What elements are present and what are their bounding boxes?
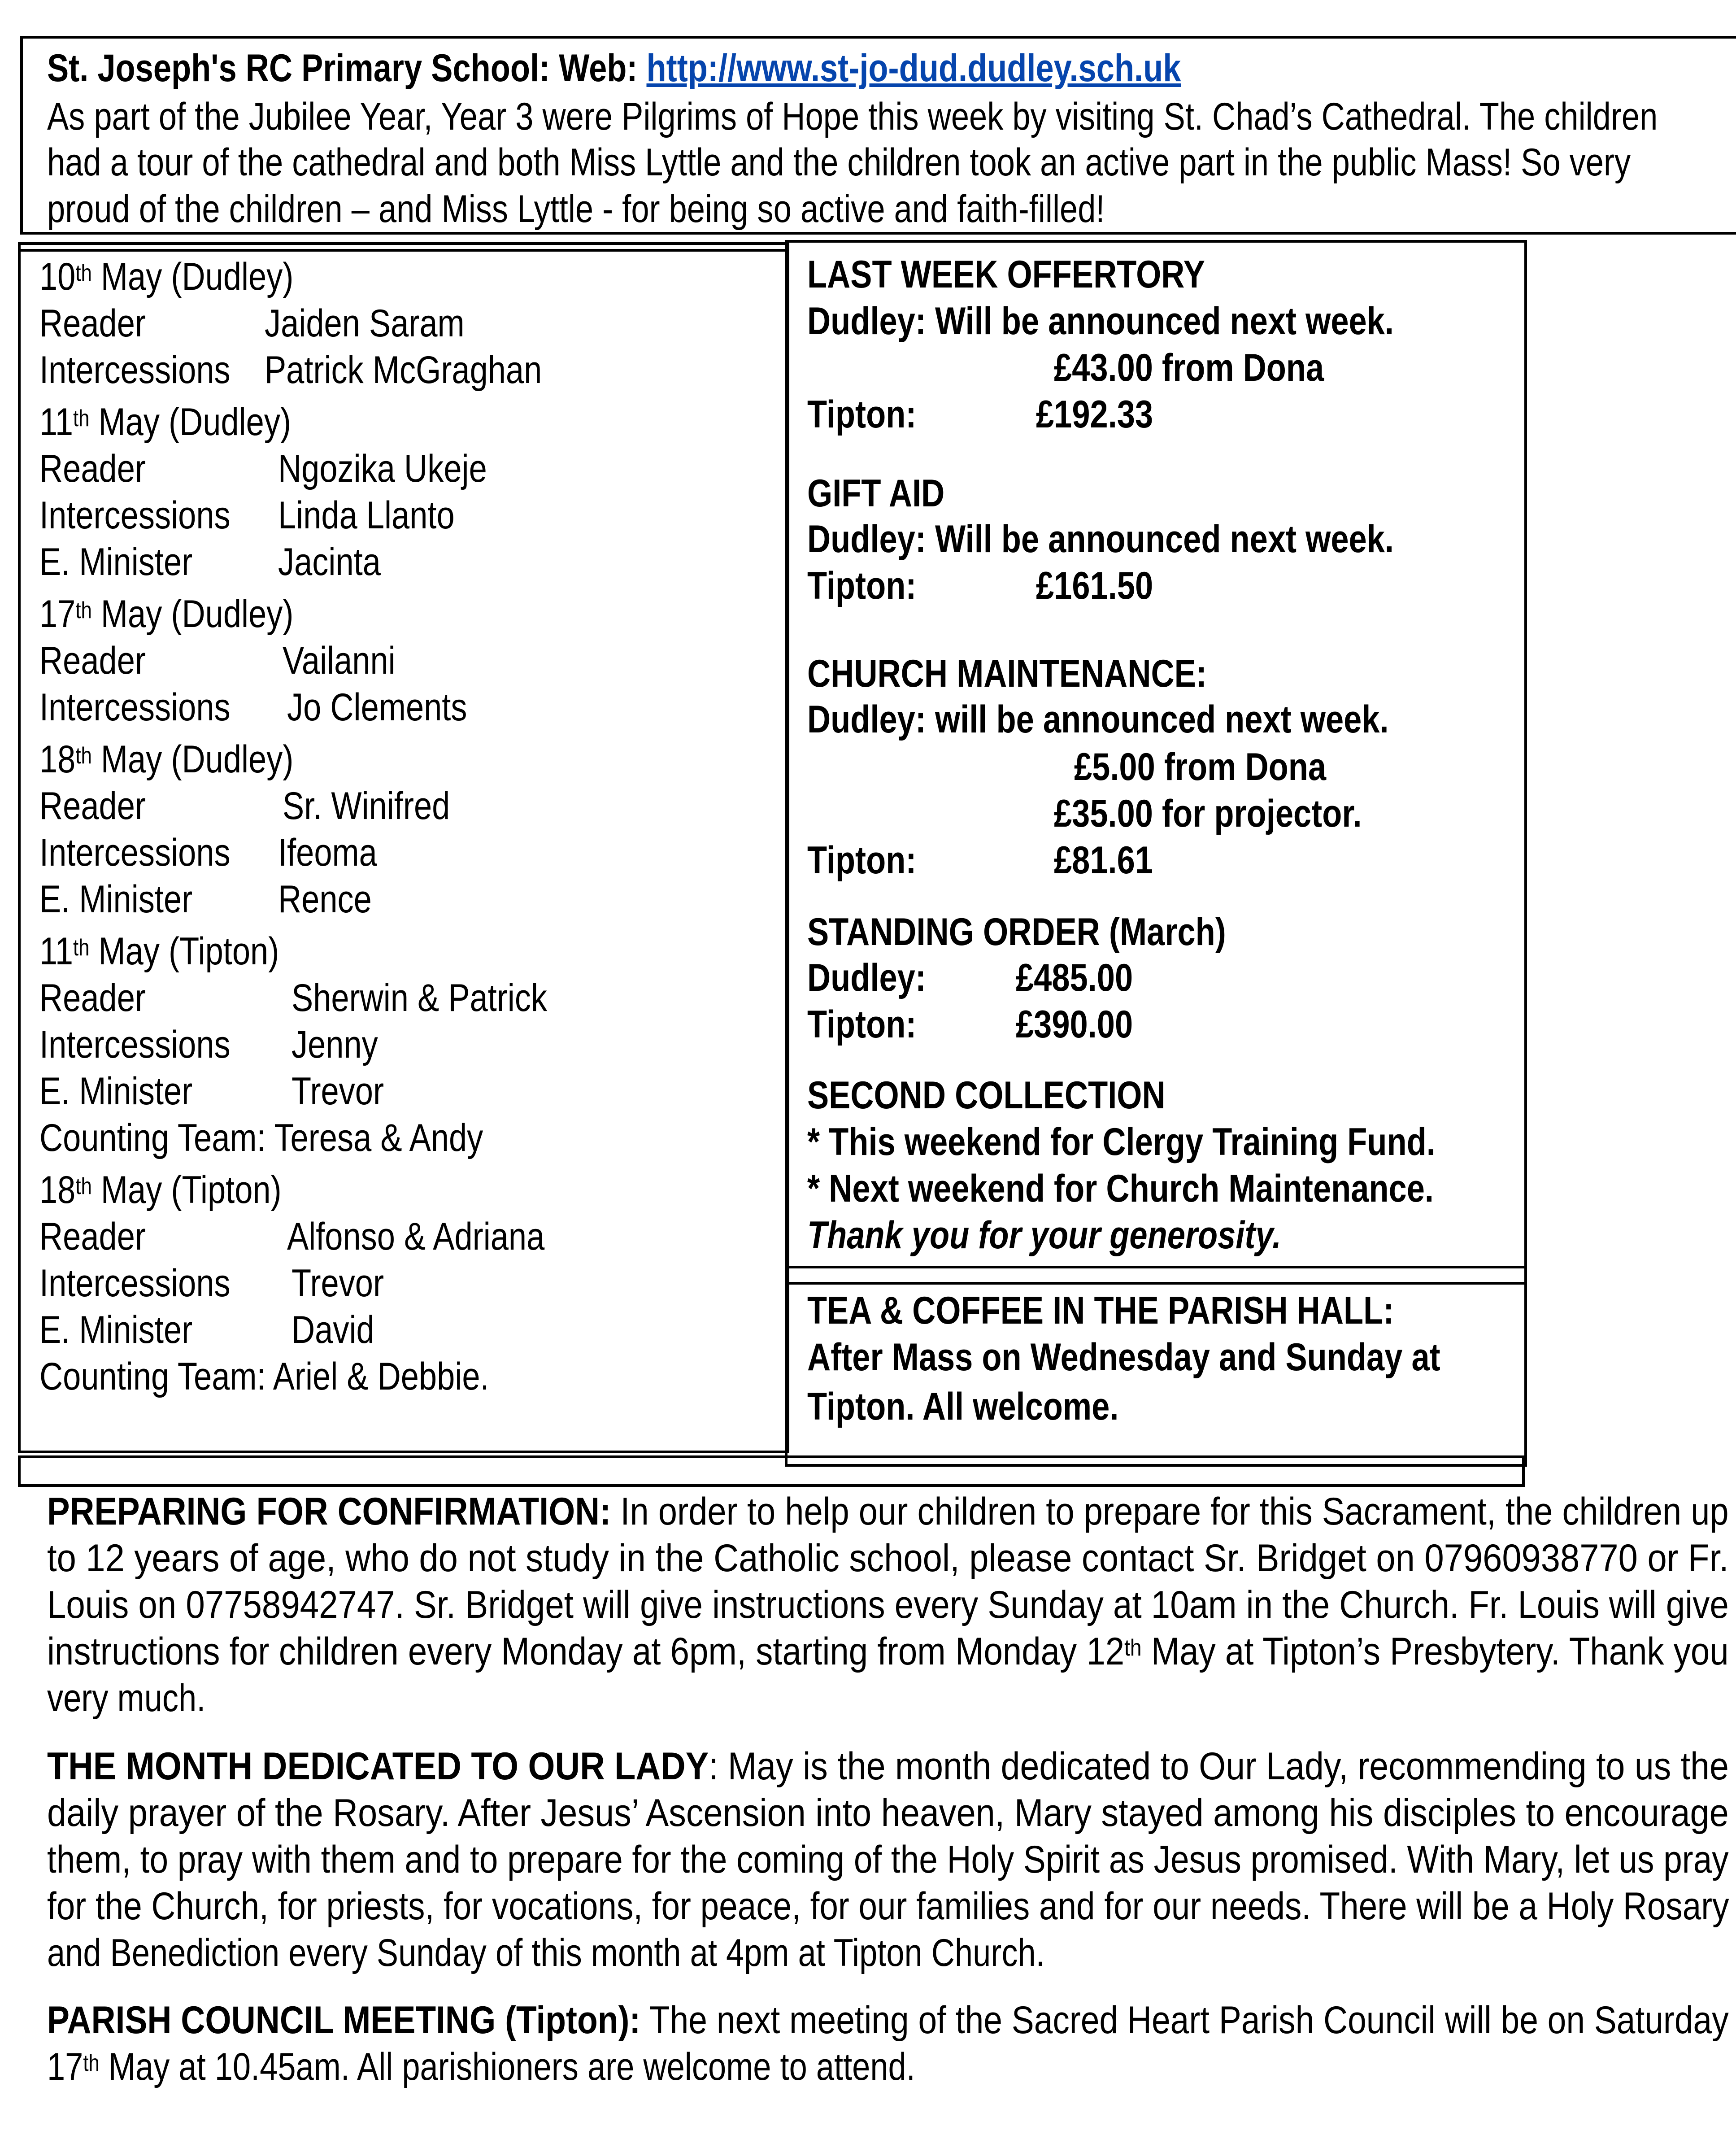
- school-text-line-3: proud of the children – and Miss Lyttle - for being so active and faith-filled!: [47, 187, 1105, 231]
- giftaid-title: GIFT AID: [807, 472, 945, 515]
- rota-name: Jo Clements: [287, 686, 467, 729]
- rota-name: Trevor: [292, 1070, 384, 1113]
- second-collection-2: * Next weekend for Church Maintenance.: [807, 1167, 1434, 1210]
- maint-tipton-value: £81.61: [1054, 839, 1153, 882]
- tea-line-2: After Mass on Wednesday and Sunday at: [807, 1336, 1440, 1379]
- rota-name: Ifeoma: [278, 831, 377, 874]
- rota-date-heading: 18th May (Tipton): [39, 1168, 282, 1211]
- rota-role: E. Minister: [39, 1308, 193, 1351]
- our-lady-section: [47, 1743, 1729, 1976]
- rota-date-heading: 10th May (Dudley): [39, 255, 294, 298]
- so-dudley-value: £485.00: [1016, 956, 1133, 999]
- confirmation-line-2: to 12 years of age, who do not study in the Catholic school, please contact Sr. Bridget on 07960938770 or Fr.: [47, 1537, 1729, 1580]
- so-tipton-value: £390.00: [1016, 1003, 1133, 1046]
- second-collection-title: SECOND COLLECTION: [807, 1074, 1166, 1117]
- our-lady-line-2: daily prayer of the Rosary. After Jesus’ Ascension into heaven, Mary stayed among his disciples to encourage: [47, 1791, 1729, 1834]
- giftaid-tipton-label: Tipton:: [807, 564, 917, 607]
- rota-name: Vailanni: [283, 639, 396, 682]
- second-collection-1: * This weekend for Clergy Training Fund.: [807, 1120, 1436, 1163]
- rota-name: Sherwin & Patrick: [292, 976, 548, 1020]
- rota-role: Intercessions: [39, 686, 231, 729]
- giftaid-tipton-value: £161.50: [1036, 564, 1153, 607]
- rota-name: David: [292, 1308, 374, 1351]
- confirmation-line-1: PREPARING FOR CONFIRMATION: In order to help our children to prepare for this Sacrament, the children up: [47, 1490, 1729, 1533]
- so-dudley-label: Dudley:: [807, 956, 926, 999]
- rota-counting-team: Counting Team: Ariel & Debbie.: [39, 1355, 489, 1398]
- school-box-left-border: [20, 36, 23, 233]
- confirmation-section: [47, 1488, 1729, 1721]
- standing-order-title: STANDING ORDER (March): [807, 911, 1226, 954]
- rota-name: Ngozika Ukeje: [278, 447, 487, 490]
- maint-title: CHURCH MAINTENANCE:: [807, 652, 1207, 695]
- school-heading-label: St. Joseph's RC Primary School: Web:: [47, 47, 647, 90]
- rota-role: Intercessions: [39, 831, 231, 874]
- council-section: [47, 1997, 1729, 2090]
- rota-date-heading: 17th May (Dudley): [39, 593, 294, 636]
- our-lady-line-1: THE MONTH DEDICATED TO OUR LADY: May is the month dedicated to Our Lady, recommending to us the: [47, 1745, 1729, 1788]
- rota-box-inner-top: [18, 249, 789, 252]
- offertory-tipton-value: £192.33: [1036, 393, 1153, 436]
- so-tipton-label: Tipton:: [807, 1003, 917, 1046]
- rota-role: E. Minister: [39, 540, 193, 584]
- offertory-dona: £43.00 from Dona: [1054, 346, 1324, 389]
- offertory-dudley: Dudley: Will be announced next week.: [807, 300, 1394, 343]
- rota-name: Jaiden Saram: [265, 302, 465, 345]
- rota-role: Reader: [39, 447, 146, 490]
- maint-dudley: Dudley: will be announced next week.: [807, 698, 1389, 741]
- rota-role: Reader: [39, 1215, 146, 1258]
- tea-line-1: TEA & COFFEE IN THE PARISH HALL:: [807, 1289, 1394, 1332]
- school-heading: [47, 45, 1397, 92]
- giftaid-dudley: Dudley: Will be announced next week.: [807, 518, 1394, 561]
- rota-name: Jacinta: [278, 540, 381, 584]
- rota-counting-team: Counting Team: Teresa & Andy: [39, 1116, 483, 1159]
- rota-name: Jenny: [292, 1023, 378, 1066]
- rota-role: Intercessions: [39, 1262, 231, 1305]
- thanks-note: Thank you for your generosity.: [807, 1214, 1282, 1257]
- rota-role: Intercessions: [39, 349, 231, 392]
- our-lady-line-4: for the Church, for priests, for vocations, for peace, for our families and for our needs. There will be a Holy Rosary: [47, 1885, 1729, 1928]
- rota-date-heading: 11th May (Tipton): [39, 930, 279, 973]
- rota-name: Trevor: [292, 1262, 384, 1305]
- rota-name: Rence: [278, 878, 372, 921]
- rota-name: Linda Llanto: [278, 494, 455, 537]
- top-border: [20, 36, 1736, 39]
- rota-date-heading: 11th May (Dudley): [39, 401, 292, 444]
- offertory-title: LAST WEEK OFFERTORY: [807, 253, 1205, 296]
- rota-name: Patrick McGraghan: [265, 349, 542, 392]
- rota-date-heading: 18th May (Dudley): [39, 738, 294, 781]
- council-line-1: PARISH COUNCIL MEETING (Tipton): The next meeting of the Sacred Heart Parish Council will be on Saturday: [47, 1999, 1729, 2042]
- school-website-link[interactable]: http://www.st-jo-dud.dudley.sch.uk: [646, 47, 1181, 90]
- rota-role: Intercessions: [39, 494, 231, 537]
- confirmation-line-5: very much.: [47, 1677, 206, 1720]
- confirmation-line-3: Louis on 07758942747. Sr. Bridget will give instructions every Sunday at 10am in the Church. Fr. Louis will give: [47, 1583, 1729, 1626]
- maint-projector: £35.00 for projector.: [1054, 792, 1362, 835]
- rota-role: Intercessions: [39, 1023, 231, 1066]
- rota-role: Reader: [39, 784, 146, 828]
- tea-line-3: Tipton. All welcome.: [807, 1385, 1119, 1428]
- offertory-tipton-label: Tipton:: [807, 393, 917, 436]
- maint-tipton-label: Tipton:: [807, 839, 917, 882]
- council-line-2: 17th May at 10.45am. All parishioners are welcome to attend.: [47, 2045, 915, 2088]
- our-lady-line-5: and Benediction every Sunday of this month at 4pm at Tipton Church.: [47, 1931, 1045, 1974]
- finance-divider-1: [785, 1266, 1527, 1268]
- rota-role: E. Minister: [39, 878, 193, 921]
- maint-dona: £5.00 from Dona: [1074, 745, 1327, 789]
- school-text-line-1: As part of the Jubilee Year, Year 3 were Pilgrims of Hope this week by visiting St. Chad’s Cathedral. The children: [47, 95, 1658, 138]
- rota-role: Reader: [39, 302, 146, 345]
- rota-role: Reader: [39, 639, 146, 682]
- rota-role: E. Minister: [39, 1070, 193, 1113]
- finance-divider-2: [785, 1282, 1527, 1285]
- our-lady-line-3: them, to pray with them and to prepare for the coming of the Holy Spirit as Jesus promised. With Mary, let us pray: [47, 1838, 1729, 1881]
- confirmation-line-4: instructions for children every Monday at 6pm, starting from Monday 12th May at Tipton’s Presbytery. Thank you: [47, 1630, 1729, 1673]
- rota-name: Sr. Winifred: [283, 784, 450, 828]
- rota-name: Alfonso & Adriana: [287, 1215, 545, 1258]
- rota-role: Reader: [39, 976, 146, 1020]
- school-text-line-2: had a tour of the cathedral and both Miss Lyttle and the children took an active part in the public Mass! So very: [47, 141, 1631, 184]
